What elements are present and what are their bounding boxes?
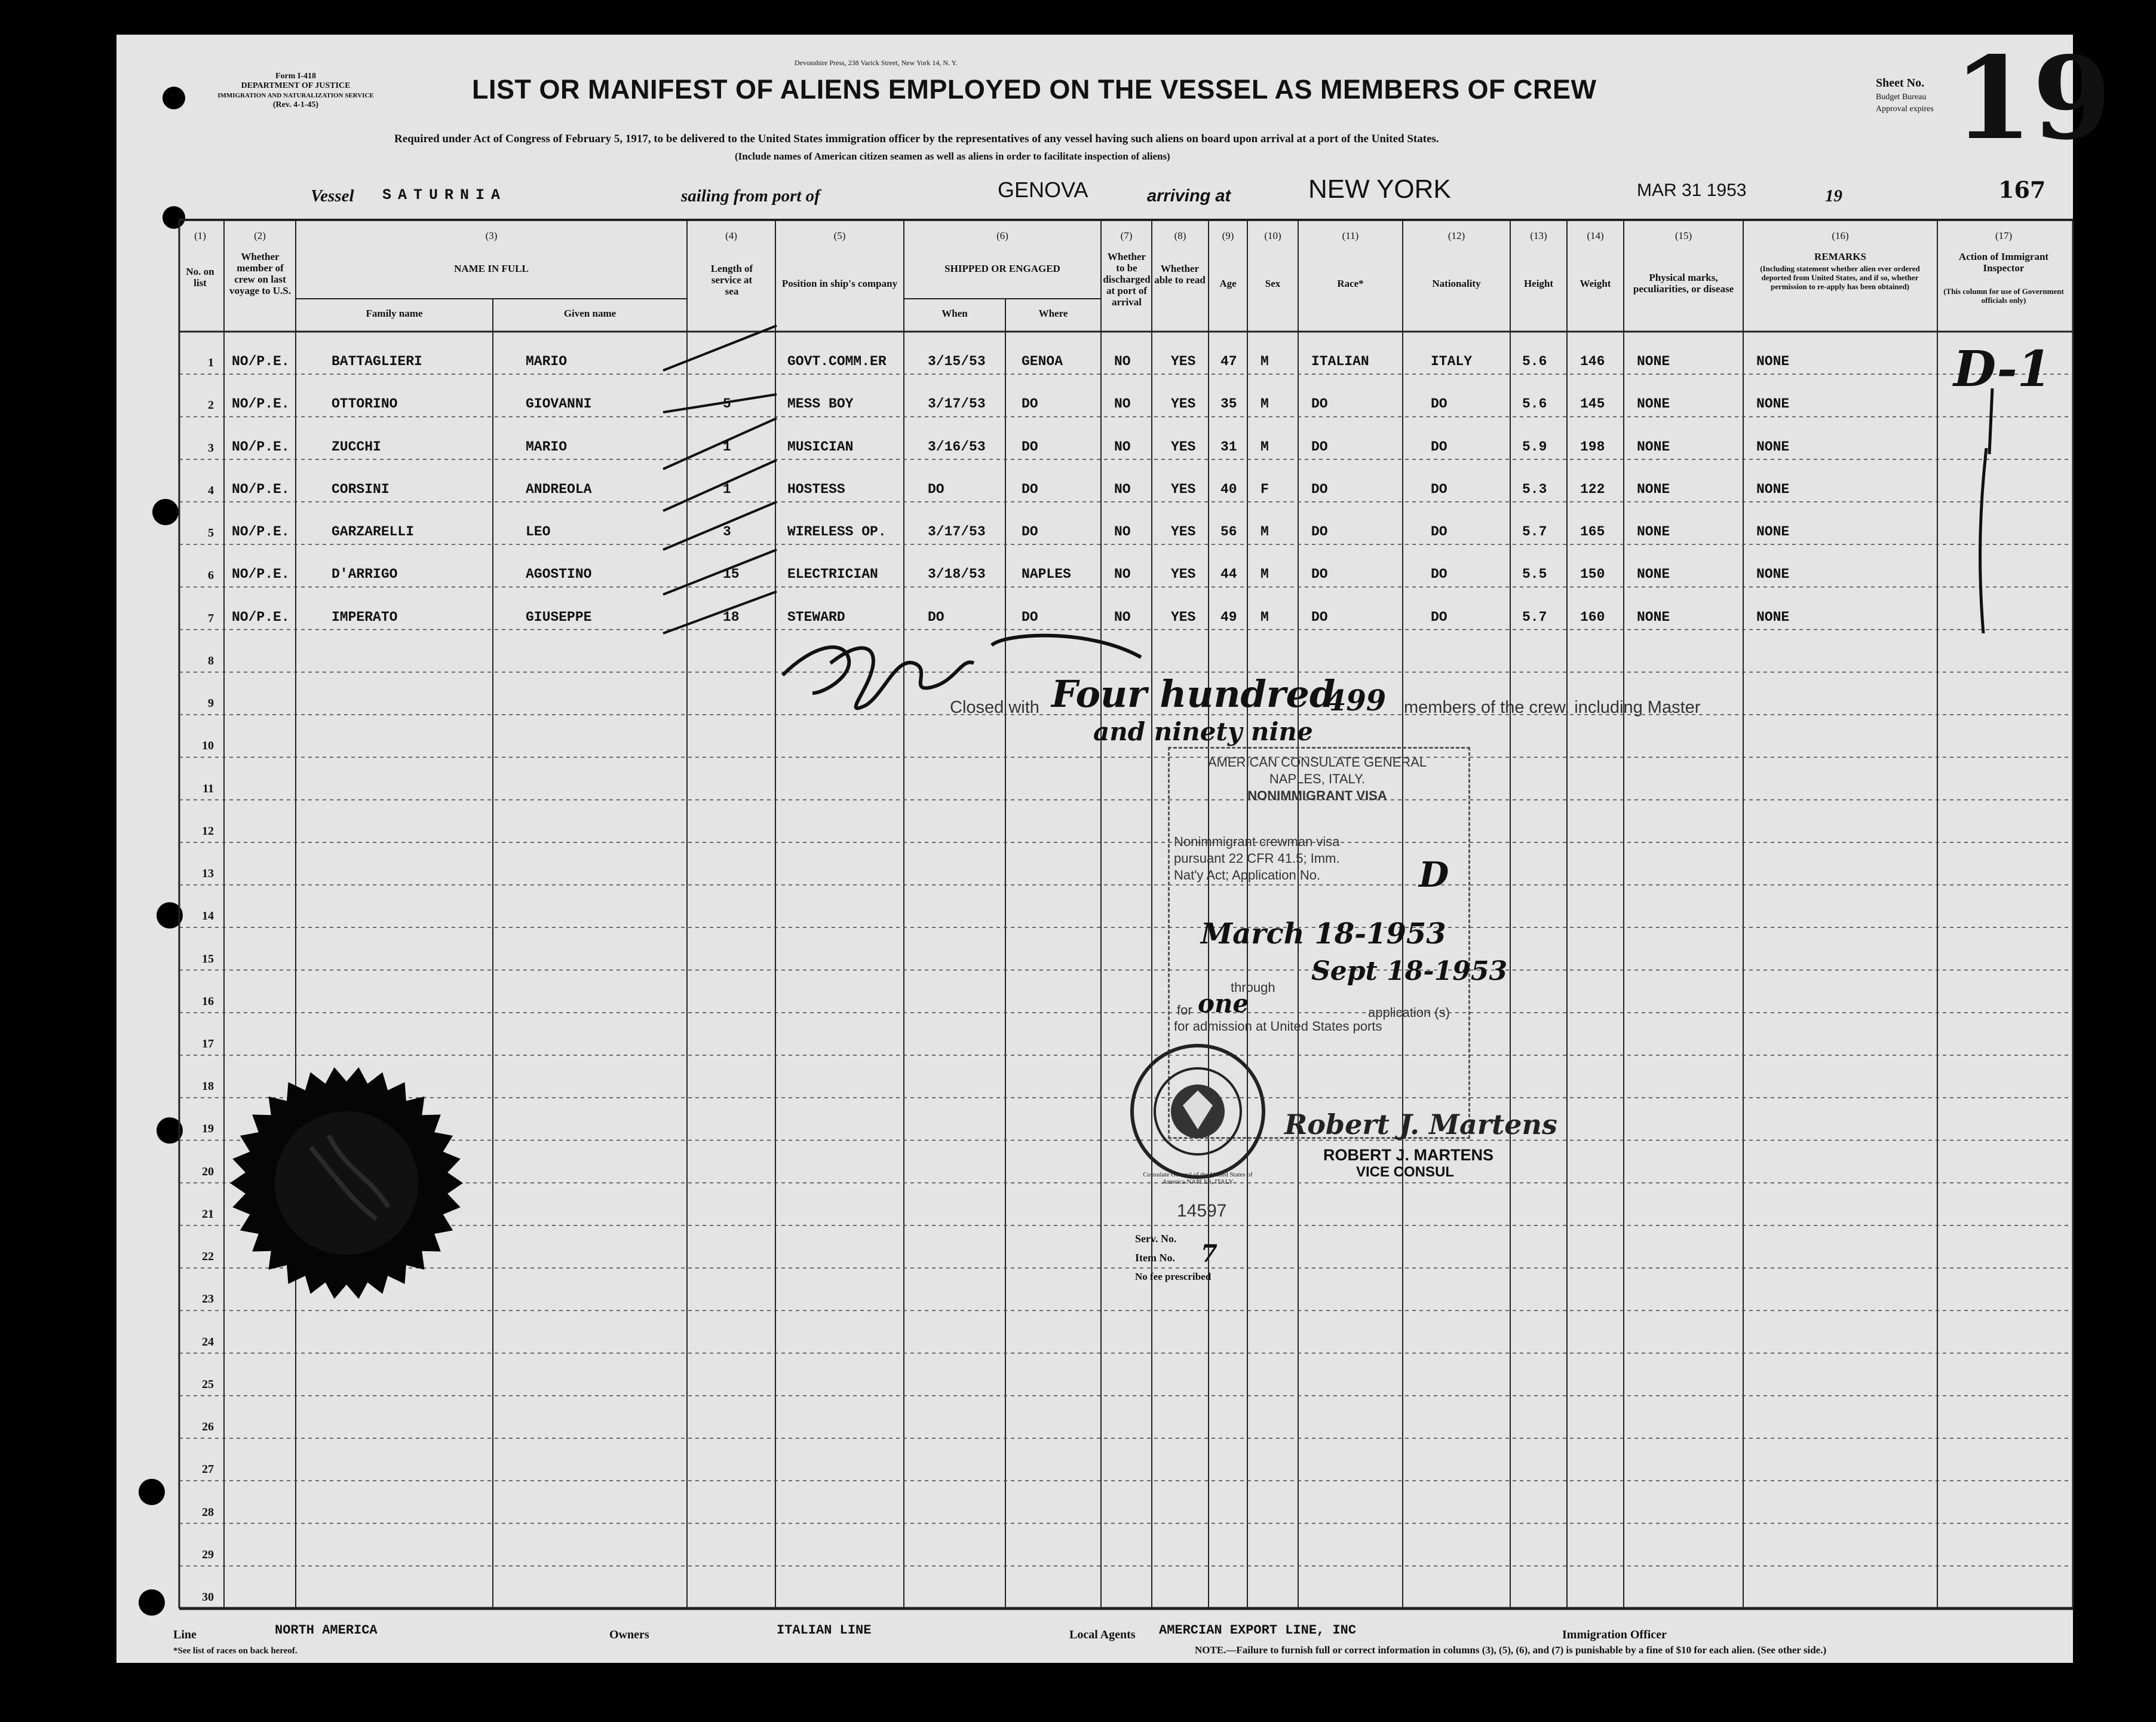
crew-height: 5.7 — [1522, 524, 1547, 540]
col-3-number: (3) — [485, 230, 498, 241]
row-number: 9 — [208, 697, 214, 710]
col-8-number: (8) — [1174, 230, 1186, 241]
visa-date-to: Sept 18-1953 — [1311, 956, 1508, 986]
crew-physical-marks: NONE — [1637, 481, 1670, 497]
crew-discharged: NO — [1114, 609, 1131, 625]
page-number: 167 — [1998, 176, 2046, 203]
crew-height: 5.6 — [1522, 396, 1547, 412]
crew-family-name: IMPERATO — [332, 609, 398, 625]
crew-shipped-where: GENOA — [1022, 354, 1063, 370]
row-number: 1 — [208, 356, 214, 370]
closing-printed: Closed with — [950, 698, 1039, 717]
consulate-line-6: Nat'y Act; Application No. — [1174, 868, 1321, 883]
sheet-label: Sheet No. — [1876, 76, 1925, 90]
crew-shipped-when: 3/18/53 — [928, 566, 986, 583]
col-6-number: (6) — [996, 230, 1008, 241]
agents-value: AMERCIAN EXPORT LINE, INC — [1159, 1623, 1357, 1638]
form-subtitle: Required under Act of Congress of February 5, 1917, to be delivered to the United States immigration officer by the representatives of any vessel having such aliens on board upon arrival at a port of the United States. — [394, 133, 1439, 145]
owners-value: ITALIAN LINE — [777, 1623, 872, 1638]
service-name: IMMIGRATION AND NATURALIZATION SERVICE — [217, 92, 374, 99]
crew-family-name: ZUCCHI — [332, 439, 381, 455]
crew-service-length: 5 — [723, 396, 731, 412]
col-7-number: (7) — [1120, 230, 1133, 241]
crew-height: 5.5 — [1522, 566, 1547, 583]
crew-shipped-when: DO — [928, 609, 944, 625]
application-label: application (s) — [1368, 1005, 1450, 1020]
crew-given-name: GIUSEPPE — [526, 609, 592, 625]
check-tick — [663, 394, 777, 412]
row-number: 27 — [202, 1463, 214, 1476]
crew-position: ELECTRICIAN — [787, 566, 878, 583]
col-16-note: (Including statement whether alien ever ordered deported from United States, and if so, whether permission to re-apply has been obtained) — [1760, 264, 1920, 291]
crew-service-length: 1 — [723, 481, 731, 497]
crew-position: MUSICIAN — [787, 439, 854, 455]
crew-family-name: OTTORINO — [332, 396, 398, 412]
crew-able-to-read: YES — [1171, 439, 1196, 455]
col-17-note: (This column for use of Government officials only) — [1943, 287, 2064, 305]
col-2-number: (2) — [254, 230, 266, 241]
inspector-mark: D-1 — [1953, 341, 2051, 398]
col-12-number: (12) — [1447, 230, 1465, 241]
family-name-header: Family name — [366, 308, 423, 319]
application-count: one — [1198, 989, 1249, 1018]
row-number: 30 — [202, 1591, 214, 1604]
crew-age: 49 — [1220, 609, 1237, 625]
crew-physical-marks: NONE — [1637, 354, 1670, 370]
col-6-label: SHIPPED OR ENGAGED — [944, 263, 1060, 274]
col-5-number: (5) — [833, 230, 846, 241]
form-number: Form I-418 — [275, 72, 317, 81]
crew-physical-marks: NONE — [1637, 524, 1670, 540]
port-from: GENOVA — [998, 177, 1088, 202]
crew-sex: M — [1261, 396, 1269, 412]
consul-title: VICE CONSUL — [1356, 1164, 1455, 1180]
row-number: 24 — [202, 1335, 214, 1349]
crew-last-voyage: NO/P.E. — [232, 481, 290, 497]
crew-given-name: LEO — [526, 524, 551, 540]
col-14-number: (14) — [1587, 230, 1604, 241]
crew-position: HOSTESS — [787, 481, 845, 497]
row-number: 18 — [202, 1080, 214, 1093]
crew-age: 47 — [1220, 354, 1237, 370]
consulate-stamp-header — [1171, 754, 1464, 804]
col-4-label: Length of service at sea — [710, 263, 753, 297]
crew-race: DO — [1311, 524, 1328, 540]
budget-label: Budget Bureau — [1876, 93, 1927, 102]
crew-able-to-read: YES — [1171, 524, 1196, 540]
row-number: 28 — [202, 1505, 214, 1519]
application-number: D — [1419, 854, 1449, 895]
crew-remarks: NONE — [1756, 439, 1790, 455]
crew-service-length: 3 — [723, 524, 731, 540]
footer-note: NOTE.—Failure to furnish full or correct information in columns (3), (5), (6), and (7) is punishable by a fine of $10 for each alien. (See other side.) — [1195, 1644, 1827, 1656]
col-11-number: (11) — [1342, 230, 1359, 241]
crew-sex: M — [1261, 524, 1269, 540]
officer-label: Immigration Officer — [1562, 1628, 1667, 1641]
col-12-label: Nationality — [1432, 278, 1481, 289]
crew-position: WIRELESS OP. — [787, 524, 887, 540]
row-number: 13 — [202, 867, 214, 881]
owners-label: Owners — [609, 1628, 649, 1641]
col-3-label: NAME IN FULL — [454, 263, 529, 274]
row-number: 2 — [208, 399, 214, 412]
vessel-label: Vessel — [311, 186, 354, 206]
crew-family-name: CORSINI — [332, 481, 390, 497]
approval-label: Approval expires — [1876, 105, 1934, 114]
crew-weight: 198 — [1580, 439, 1605, 455]
crew-family-name: BATTAGLIERI — [332, 354, 422, 370]
line-value: NORTH AMERICA — [275, 1623, 378, 1638]
crew-able-to-read: YES — [1171, 354, 1196, 370]
vessel-name: SATURNIA — [382, 186, 507, 204]
crew-race: DO — [1311, 566, 1328, 583]
col-10-number: (10) — [1264, 230, 1281, 241]
crew-family-name: D'ARRIGO — [332, 566, 398, 583]
row-number: 17 — [202, 1037, 214, 1050]
row-number: 26 — [202, 1420, 214, 1434]
col-7-label: Whether to be discharged at port of arrival — [1103, 251, 1151, 308]
crew-given-name: AGOSTINO — [526, 566, 592, 583]
crew-race: ITALIAN — [1311, 354, 1369, 370]
crew-nationality: DO — [1431, 566, 1447, 583]
crew-last-voyage: NO/P.E. — [232, 354, 290, 370]
col-1-number: (1) — [194, 230, 206, 241]
crew-position: MESS BOY — [787, 396, 854, 412]
crew-service-length: 15 — [723, 566, 740, 583]
crew-shipped-where: NAPLES — [1022, 566, 1071, 583]
crew-shipped-where: DO — [1022, 396, 1038, 412]
crew-sex: M — [1261, 609, 1269, 625]
crew-shipped-where: DO — [1022, 439, 1038, 455]
col-13-number: (13) — [1530, 230, 1547, 241]
crew-remarks: NONE — [1756, 354, 1790, 370]
crew-nationality: DO — [1431, 524, 1447, 540]
crew-race: DO — [1311, 609, 1328, 625]
crew-given-name: MARIO — [526, 354, 568, 370]
crew-last-voyage: NO/P.E. — [232, 439, 290, 455]
col-11-label: Race* — [1337, 278, 1364, 289]
crew-given-name: MARIO — [526, 439, 568, 455]
crew-shipped-when: 3/17/53 — [928, 524, 986, 540]
row-number: 6 — [208, 569, 214, 583]
crew-nationality: DO — [1431, 396, 1447, 412]
given-name-header: Given name — [563, 308, 617, 319]
col-17-label: Action of Immigrant Inspector — [1958, 251, 2049, 274]
row-number: 22 — [202, 1250, 214, 1264]
crew-service-length: 1 — [723, 439, 731, 455]
col-1-label: No. on list — [186, 266, 214, 289]
row-number: 7 — [208, 611, 214, 625]
sailing-label: sailing from port of — [681, 186, 820, 206]
crew-age: 35 — [1220, 396, 1237, 412]
crew-height: 5.7 — [1522, 609, 1547, 625]
col-15-label: Physical marks, peculiarities, or disease — [1633, 272, 1734, 295]
crew-shipped-when: 3/17/53 — [928, 396, 986, 412]
crew-physical-marks: NONE — [1637, 609, 1670, 625]
col-2-label: Whether member of crew on last voyage to U.S. — [229, 251, 291, 296]
col-4-number: (4) — [725, 230, 737, 241]
col-9-number: (9) — [1222, 230, 1234, 241]
crew-weight: 160 — [1580, 609, 1605, 625]
crew-family-name: GARZARELLI — [332, 524, 415, 540]
crew-physical-marks: NONE — [1637, 566, 1670, 583]
col-9-label: Age — [1219, 278, 1237, 289]
crew-sex: M — [1261, 439, 1269, 455]
consul-signature: Robert J. Martens — [1284, 1108, 1557, 1141]
consul-name: ROBERT J. MARTENS — [1323, 1146, 1494, 1164]
consulate-line-2: NAPLES, ITALY. — [1269, 771, 1366, 786]
crew-weight: 165 — [1580, 524, 1605, 540]
row-number: 11 — [203, 782, 214, 795]
crew-able-to-read: YES — [1171, 481, 1196, 497]
row-number: 29 — [202, 1548, 214, 1561]
row-number: 15 — [202, 952, 214, 966]
consulate-seal — [1126, 1040, 1269, 1183]
crew-shipped-where: DO — [1022, 609, 1038, 625]
check-tick — [663, 592, 777, 633]
crew-nationality: DO — [1431, 609, 1447, 625]
crew-age: 31 — [1220, 439, 1237, 455]
row-number: 25 — [202, 1377, 214, 1391]
crew-able-to-read: YES — [1171, 566, 1196, 583]
printer-line: Devonshire Press, 238 Varick Street, New York 14, N. Y. — [795, 59, 958, 67]
row-number: 23 — [202, 1292, 214, 1306]
department-name: DEPARTMENT OF JUSTICE — [241, 81, 351, 90]
check-tick — [663, 502, 777, 550]
closing-handwritten-2: and ninety nine — [1093, 717, 1313, 746]
crew-discharged: NO — [1114, 566, 1131, 583]
crew-weight: 146 — [1580, 354, 1605, 370]
check-tick — [663, 418, 777, 469]
crew-discharged: NO — [1114, 396, 1131, 412]
item-label: Item No. — [1135, 1252, 1175, 1264]
crew-shipped-where: DO — [1022, 481, 1038, 497]
crew-nationality: DO — [1431, 481, 1447, 497]
crew-remarks: NONE — [1756, 396, 1790, 412]
races-note: *See list of races on back hereof. — [173, 1646, 298, 1656]
crew-last-voyage: NO/P.E. — [232, 524, 290, 540]
crew-weight: 150 — [1580, 566, 1605, 583]
crew-nationality: DO — [1431, 439, 1447, 455]
for-label: for — [1177, 1003, 1192, 1018]
crew-service-length: 18 — [723, 609, 740, 625]
crew-race: DO — [1311, 439, 1328, 455]
consulate-line-3: NONIMMIGRANT VISA — [1247, 788, 1387, 803]
check-tick — [663, 460, 777, 511]
crew-remarks: NONE — [1756, 609, 1790, 625]
row-number: 4 — [208, 483, 214, 497]
crew-discharged: NO — [1114, 481, 1131, 497]
no-fee-label: No fee prescribed — [1135, 1271, 1212, 1282]
year-label: 19 — [1825, 186, 1842, 206]
when-header: When — [941, 308, 968, 319]
col-16-number: (16) — [1832, 230, 1849, 241]
row-number: 20 — [202, 1165, 214, 1178]
where-header: Where — [1038, 308, 1068, 319]
crew-weight: 145 — [1580, 396, 1605, 412]
crew-last-voyage: NO/P.E. — [232, 566, 290, 583]
embossed-seal — [227, 1064, 466, 1303]
agents-label: Local Agents — [1069, 1628, 1136, 1641]
col-15-number: (15) — [1674, 230, 1692, 241]
crew-able-to-read: YES — [1171, 609, 1196, 625]
crew-sex: M — [1261, 354, 1269, 370]
crew-sex: F — [1261, 481, 1269, 497]
line-label: Line — [173, 1628, 197, 1641]
crew-discharged: NO — [1114, 524, 1131, 540]
form-revision: (Rev. 4-1-45) — [272, 100, 319, 109]
col-8-label: Whether able to read — [1154, 263, 1206, 286]
closing-printed-2: members of the crew, including Master — [1404, 698, 1701, 717]
closing-handwritten: Four hundred — [1051, 672, 1336, 716]
crew-physical-marks: NONE — [1637, 396, 1670, 412]
consulate-line-4: Nonimmigrant crewman visa — [1174, 834, 1340, 849]
crew-remarks: NONE — [1756, 524, 1790, 540]
crew-age: 44 — [1220, 566, 1237, 583]
admission-label: for admission at United States ports — [1174, 1019, 1382, 1034]
crew-remarks: NONE — [1756, 566, 1790, 583]
crew-shipped-when: 3/15/53 — [928, 354, 986, 370]
crew-shipped-when: DO — [928, 481, 944, 497]
item-value: 7 — [1201, 1240, 1217, 1268]
crew-sex: M — [1261, 566, 1269, 583]
crew-discharged: NO — [1114, 439, 1131, 455]
crew-height: 5.3 — [1522, 481, 1547, 497]
crew-remarks: NONE — [1756, 481, 1790, 497]
row-number: 10 — [202, 739, 214, 753]
row-number: 16 — [202, 994, 214, 1008]
crew-discharged: NO — [1114, 354, 1131, 370]
form-subtitle-note: (Include names of American citizen seamen as well as aliens in order to facilitate inspection of aliens) — [735, 151, 1170, 162]
crew-race: DO — [1311, 396, 1328, 412]
crew-last-voyage: NO/P.E. — [232, 609, 290, 625]
crew-given-name: ANDREOLA — [526, 481, 592, 497]
port-to: NEW YORK — [1308, 174, 1451, 204]
crew-height: 5.9 — [1522, 439, 1547, 455]
consulate-line-5: pursuant 22 CFR 41.5; Imm. — [1174, 851, 1340, 866]
col-13-label: Height — [1523, 278, 1554, 289]
arriving-label: arriving at — [1147, 186, 1231, 206]
crew-race: DO — [1311, 481, 1328, 497]
crew-height: 5.6 — [1522, 354, 1547, 370]
col-10-label: Sex — [1265, 278, 1281, 289]
crew-shipped-when: 3/16/53 — [928, 439, 986, 455]
crew-age: 40 — [1220, 481, 1237, 497]
arrival-date: MAR 31 1953 — [1637, 180, 1747, 200]
sheet-number: 19 — [1953, 32, 2112, 165]
crew-nationality: ITALY — [1431, 354, 1473, 370]
closing-number: 499 — [1326, 684, 1387, 718]
row-number: 14 — [202, 909, 214, 923]
through-label: through — [1231, 980, 1275, 995]
col-16-label: REMARKS — [1814, 251, 1866, 262]
crew-able-to-read: YES — [1171, 396, 1196, 412]
col-17-number: (17) — [1995, 230, 2013, 241]
visa-date-from: March 18-1953 — [1201, 917, 1446, 951]
consulate-stamp-body — [1174, 834, 1340, 884]
row-number: 21 — [202, 1207, 214, 1221]
crew-last-voyage: NO/P.E. — [232, 396, 290, 412]
row-number: 5 — [208, 526, 214, 540]
check-tick — [663, 550, 777, 595]
crew-position: GOVT.COMM.ER — [787, 354, 887, 370]
crew-shipped-where: DO — [1022, 524, 1038, 540]
col-14-label: Weight — [1580, 278, 1611, 289]
fee-number: 14597 — [1177, 1201, 1227, 1221]
col-5-label: Position in ship's company — [781, 278, 898, 289]
row-number: 8 — [208, 654, 214, 667]
row-number: 3 — [208, 441, 214, 455]
row-number: 12 — [202, 824, 214, 838]
inspector-checkline — [1965, 382, 2013, 639]
crew-given-name: GIOVANNI — [526, 396, 592, 412]
crew-physical-marks: NONE — [1637, 439, 1670, 455]
consulate-line-1: AMERICAN CONSULATE GENERAL — [1207, 755, 1427, 770]
page-title: LIST OR MANIFEST OF ALIENS EMPLOYED ON THE VESSEL AS MEMBERS OF CREW — [472, 74, 1597, 105]
crew-position: STEWARD — [787, 609, 845, 625]
crew-age: 56 — [1220, 524, 1237, 540]
row-number: 19 — [202, 1122, 214, 1136]
seal-text: Consulate General of the United States of America NAPLES, ITALY — [1143, 1171, 1253, 1185]
serv-label: Serv. No. — [1135, 1233, 1177, 1245]
crew-weight: 122 — [1580, 481, 1605, 497]
master-signature — [777, 621, 1159, 723]
